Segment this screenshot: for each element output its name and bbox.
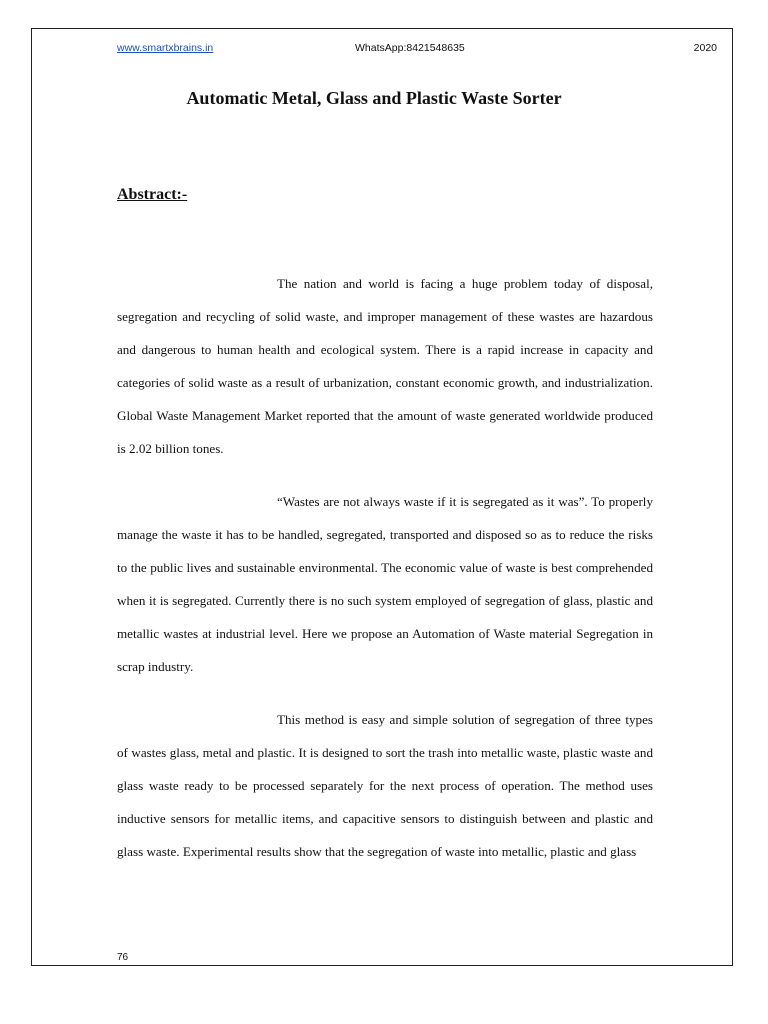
abstract-paragraph-1 (117, 267, 653, 465)
paragraph-text: The nation and world is facing a huge problem today of disposal, segregation and recycling of solid waste, and improper management of these wastes are hazardous and dangerous to human health and ecological system. There is a rapid increase in capacity and categories of solid waste as a result of urbanization, constant economic growth, and industrialization. Global Waste Management Market reported that the amount of waste generated worldwide produced is 2.02 billion tones. (117, 276, 653, 456)
header-year: 2020 (693, 42, 717, 54)
page-header (117, 42, 717, 58)
abstract-paragraph-3 (117, 703, 653, 868)
document-title: Automatic Metal, Glass and Plastic Waste Sorter (186, 88, 562, 108)
paragraph-text: This method is easy and simple solution of segregation of three types of wastes glass, metal and plastic. It is designed to sort the trash into metallic waste, plastic waste and glass waste ready to be processed separately for the next process of operation. The method uses inductive sensors for metallic items, and capacitive sensors to distinguish between and plastic and glass waste. Experimental results show that the segregation of waste into metallic, plastic and glass (117, 712, 653, 859)
abstract-heading: Abstract:- (117, 186, 188, 203)
page-number: 76 (117, 952, 129, 963)
whatsapp-contact: WhatsApp:8421548635 (355, 42, 465, 54)
abstract-paragraph-2 (117, 485, 653, 683)
website-link[interactable]: www.smartxbrains.in (117, 42, 214, 54)
paragraph-text: “Wastes are not always waste if it is segregated as it was”. To properly manage the waste it has to be handled, segregated, transported and disposed so as to reduce the risks to the public lives and sustainable environmental. The economic value of waste is best comprehended when it is segregated. Currently there is no such system employed of segregation of glass, plastic and metallic wastes at industrial level. Here we propose an Automation of Waste material Segregation in scrap industry. (117, 494, 653, 674)
